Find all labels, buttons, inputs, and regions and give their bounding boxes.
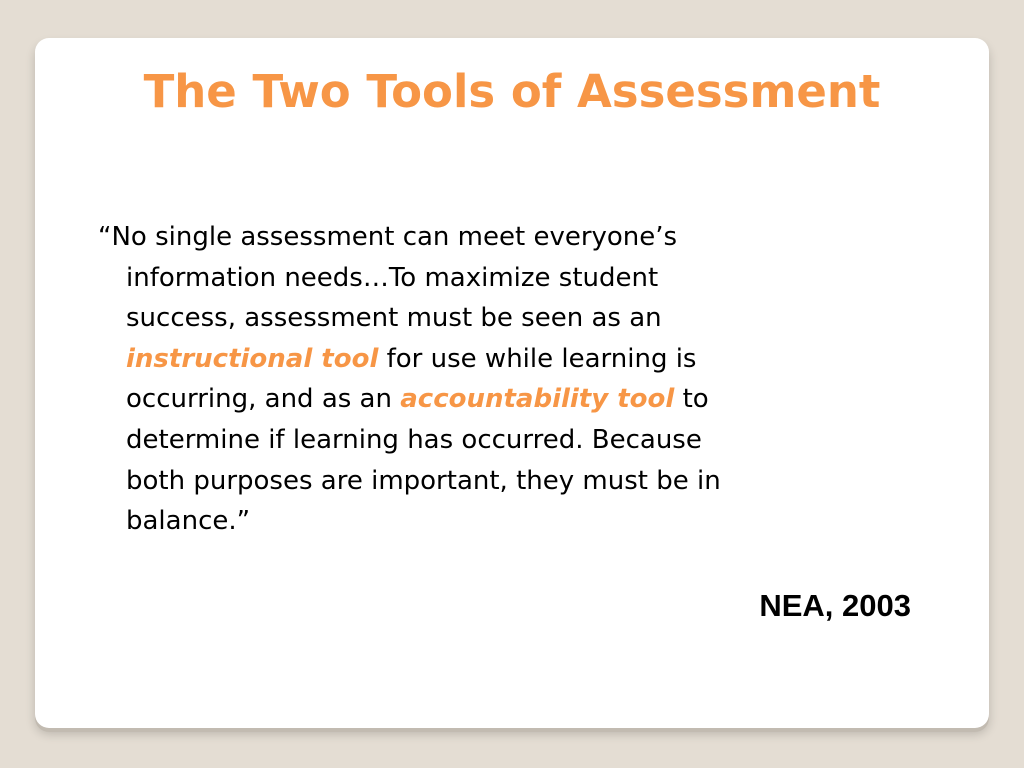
- quote-line-4: [98, 339, 928, 380]
- slide-title: The Two Tools of Assessment: [143, 65, 881, 118]
- quote-line-6: determine if learning has occurred. Because: [126, 424, 702, 455]
- quote-line-8: balance.”: [126, 506, 251, 537]
- quote-line-2: information needs…To maximize student: [126, 262, 659, 293]
- quote-line-1: “No single assessment can meet everyone’s: [98, 222, 678, 252]
- quote-line-5: [98, 379, 928, 420]
- accountability-tool-emphasis: accountability tool: [400, 384, 675, 415]
- instructional-tool-emphasis: instructional tool: [126, 343, 379, 374]
- quote-line-7: both purposes are important, they must be in: [126, 465, 721, 496]
- quote-line-3: success, assessment must be seen as an: [126, 303, 662, 334]
- attribution: NEA, 2003: [759, 588, 911, 623]
- quote-line-4-rest: for use while learning is: [378, 343, 697, 374]
- quote-block: [98, 217, 928, 542]
- quote-line-5-start: occurring, and as an: [126, 384, 401, 415]
- quote-line-5-end: to: [674, 384, 709, 415]
